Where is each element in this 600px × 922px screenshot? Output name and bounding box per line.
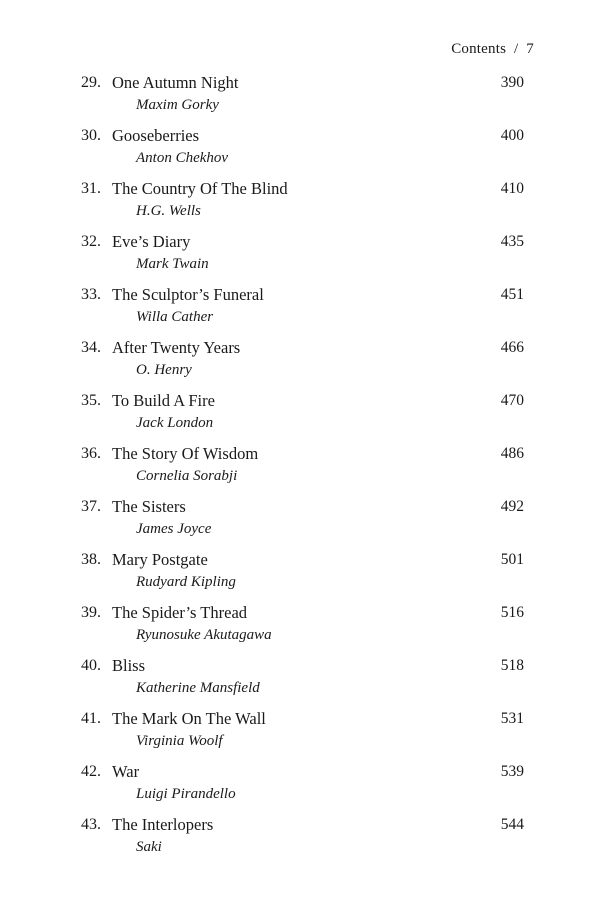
entry-page-number: 516 [500,604,524,621]
entry-number: 29. [81,74,101,91]
entry-page-number: 539 [500,763,524,780]
entry-page-number: 544 [500,816,524,833]
entry-page-number: 410 [500,180,524,197]
entry-author: Ryunosuke Akutagawa [136,627,272,643]
entry-author: Mark Twain [136,256,209,272]
entry-author: Katherine Mansfield [136,680,260,696]
entry-author: Willa Cather [136,309,214,325]
entry-page-number: 470 [500,392,524,409]
toc-entry [0,284,600,337]
entry-page-number: 400 [500,127,524,144]
entry-number: 42. [81,763,101,780]
entry-number: 36. [81,445,101,462]
entry-number: 38. [81,551,101,568]
entry-title: War [112,762,140,781]
entry-title: The Spider’s Thread [112,603,248,622]
entry-page-number: 492 [500,498,524,515]
toc-entry [0,814,600,867]
toc-entry [0,72,600,125]
entry-page-number: 531 [500,710,524,727]
toc-entry [0,602,600,655]
toc-entry [0,337,600,390]
entry-author: Saki [136,839,162,855]
entry-title: The Mark On The Wall [112,709,266,728]
toc-entry [0,549,600,602]
toc-entry [0,125,600,178]
entry-author: James Joyce [136,521,212,537]
entry-number: 32. [81,233,101,250]
entry-title: To Build A Fire [112,391,215,410]
entry-number: 40. [81,657,101,674]
entry-title: After Twenty Years [112,338,241,357]
entry-page-number: 466 [500,339,524,356]
entry-page-number: 486 [500,445,524,462]
entry-author: Rudyard Kipling [136,574,236,590]
entry-title: Bliss [112,656,146,675]
entry-author: H.G. Wells [136,203,201,219]
entry-title: The Story Of Wisdom [112,444,259,463]
entry-page-number: 451 [500,286,524,303]
toc-entry [0,708,600,761]
entry-page-number: 435 [500,233,524,250]
toc-entry [0,443,600,496]
entry-number: 43. [81,816,101,833]
table-of-contents [0,72,600,867]
entry-title: The Interlopers [112,815,214,834]
entry-title: Gooseberries [112,126,200,145]
toc-entry [0,231,600,284]
toc-entry [0,496,600,549]
entry-author: Luigi Pirandello [136,786,236,802]
entry-number: 33. [81,286,101,303]
entry-author: Virginia Woolf [136,733,223,749]
entry-author: Jack London [136,415,214,431]
entry-title: One Autumn Night [112,73,239,92]
entry-title: The Sculptor’s Funeral [112,285,264,304]
toc-entry [0,761,600,814]
entry-number: 35. [81,392,101,409]
toc-entry [0,178,600,231]
entry-page-number: 390 [500,74,524,91]
entry-author: Anton Chekhov [136,150,229,166]
entry-number: 37. [81,498,101,515]
entry-title: The Sisters [112,497,186,516]
toc-entry [0,390,600,443]
entry-number: 30. [81,127,101,144]
entry-page-number: 501 [500,551,524,568]
entry-author: Maxim Gorky [136,97,219,113]
toc-entry [0,655,600,708]
entry-author: Cornelia Sorabji [136,468,238,484]
entry-number: 34. [81,339,101,356]
entry-author: O. Henry [136,362,192,378]
entry-title: Mary Postgate [112,550,208,569]
entry-number: 31. [81,180,101,197]
entry-number: 41. [81,710,101,727]
entry-title: Eve’s Diary [112,232,191,251]
entry-number: 39. [81,604,101,621]
running-head: Contents / 7 [451,41,534,57]
entry-page-number: 518 [500,657,524,674]
entry-title: The Country Of The Blind [112,179,288,198]
